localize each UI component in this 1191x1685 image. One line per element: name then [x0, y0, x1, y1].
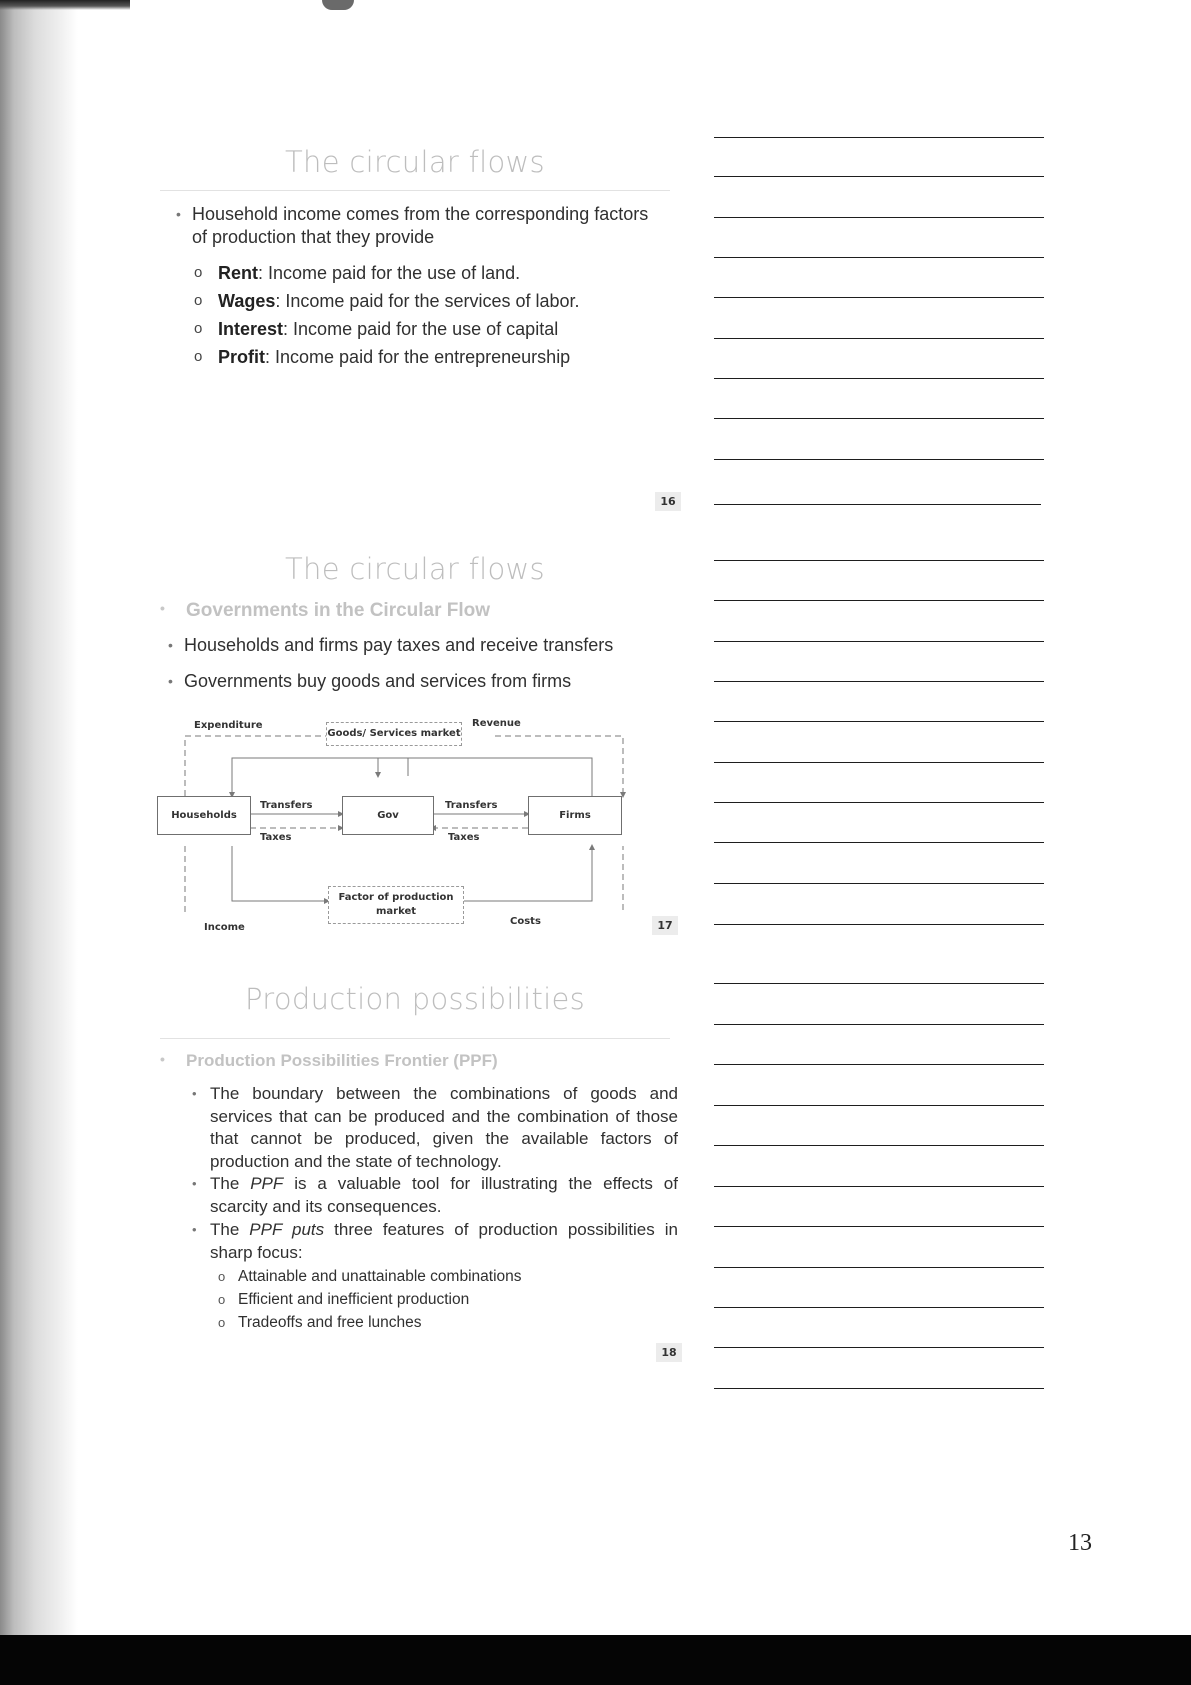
- label-expenditure: Expenditure: [194, 720, 263, 731]
- note-line: [714, 1105, 1044, 1106]
- slide-title: The circular flows: [285, 145, 545, 179]
- note-line: [714, 504, 1041, 505]
- note-line: [714, 1186, 1044, 1187]
- note-line: [714, 176, 1044, 177]
- section-heading: [160, 1051, 498, 1071]
- factor-market-box: Factor of production market: [328, 886, 464, 924]
- subitem-text: Attainable and unattainable combinations: [238, 1268, 522, 1285]
- note-line: [714, 641, 1044, 642]
- separator: :: [275, 291, 281, 311]
- bullet-dot-icon: •: [176, 206, 181, 222]
- slide-number: 17: [652, 916, 678, 935]
- bullet-text: Governments buy goods and services from firms: [184, 671, 572, 691]
- term: Interest: [218, 319, 284, 339]
- note-line: [714, 721, 1044, 722]
- circle-bullet-icon: o: [194, 264, 203, 281]
- scan-blot: [322, 0, 354, 10]
- bullet-dot-icon: •: [168, 673, 173, 689]
- bullet-dot-icon: •: [168, 637, 173, 653]
- page-number: 13: [1068, 1530, 1092, 1556]
- note-line: [714, 762, 1044, 763]
- definition: Income paid for the entrepreneurship: [270, 347, 571, 367]
- label-taxes-left: Taxes: [260, 832, 292, 843]
- list-item-profit: [194, 345, 668, 369]
- scan-shadow-left: [0, 0, 78, 1635]
- definition: Income paid for the services of labor.: [280, 291, 580, 311]
- list-item-interest: [194, 317, 668, 341]
- bullet-text: Household income comes from the corresponding factors of production that they provide: [192, 204, 649, 247]
- slide-bullet: [168, 634, 684, 657]
- separator: :: [258, 263, 264, 283]
- scan-shadow-top: [0, 0, 130, 10]
- circle-bullet-icon: o: [194, 348, 203, 365]
- list-item-wages: [194, 289, 668, 313]
- term: Profit: [218, 347, 265, 367]
- note-line: [714, 217, 1044, 218]
- note-line: [714, 600, 1044, 601]
- note-line: [714, 802, 1044, 803]
- bullet-dot-icon: •: [192, 1086, 197, 1101]
- label-transfers-right: Transfers: [445, 800, 498, 811]
- emphasis: PPF puts: [249, 1220, 325, 1239]
- note-line: [714, 1064, 1044, 1065]
- bullet-dot-icon: •: [192, 1222, 197, 1237]
- term: Rent: [218, 263, 258, 283]
- title-divider: [160, 1038, 670, 1039]
- bullet-text: The: [210, 1174, 251, 1193]
- bullet-text: The: [210, 1220, 250, 1239]
- subitem-text: Tradeoffs and free lunches: [238, 1314, 422, 1331]
- bullet-dot-icon: •: [160, 1051, 165, 1067]
- scan-shadow-bottom: [0, 1635, 1191, 1685]
- bullet-dot-icon: •: [160, 600, 165, 616]
- section-heading: [160, 600, 491, 622]
- firms-box: Firms: [528, 796, 622, 835]
- subitem-text: Efficient and inefficient production: [238, 1291, 470, 1308]
- ppf-subitem: [218, 1266, 658, 1289]
- slide-18: [150, 980, 680, 1360]
- note-line: [714, 1024, 1044, 1025]
- definition: Income paid for the use of capital: [288, 319, 559, 339]
- households-box: Households: [157, 796, 251, 835]
- slide-number: 18: [656, 1343, 682, 1362]
- label-transfers-left: Transfers: [260, 800, 313, 811]
- bullet-text: Households and firms pay taxes and receive transfers: [184, 635, 614, 655]
- bullet-text-end: three features of production possibilities in sharp focus:: [210, 1220, 678, 1262]
- note-line: [714, 338, 1044, 339]
- ppf-subitem: [218, 1312, 658, 1335]
- goods-services-market-box: Goods/ Services market: [326, 722, 462, 746]
- note-line: [714, 297, 1044, 298]
- emphasis: PPF: [250, 1174, 284, 1193]
- slide-16: [150, 140, 680, 520]
- note-line: [714, 1307, 1044, 1308]
- title-divider: [160, 190, 670, 191]
- label-income: Income: [204, 922, 245, 933]
- list-item-rent: [194, 261, 668, 285]
- term: Wages: [218, 291, 276, 311]
- circle-bullet-icon: o: [218, 1292, 226, 1307]
- note-lines: [714, 0, 1044, 1400]
- circle-bullet-icon: o: [194, 292, 203, 309]
- note-line: [714, 1267, 1044, 1268]
- note-line: [714, 1347, 1044, 1348]
- heading-text: Governments in the Circular Flow: [186, 600, 491, 621]
- slide-number: 16: [655, 492, 681, 511]
- note-line: [714, 983, 1044, 984]
- slide-17: [150, 548, 680, 938]
- note-line: [714, 924, 1044, 925]
- note-line: [714, 560, 1044, 561]
- bullet-dot-icon: •: [192, 1176, 197, 1191]
- note-line: [714, 842, 1044, 843]
- note-line: [714, 378, 1044, 379]
- separator: :: [283, 319, 289, 339]
- bullet-text-end: is a valuable tool for illustrating the effects of scarcity and its consequences.: [210, 1174, 678, 1216]
- label-revenue: Revenue: [472, 718, 521, 729]
- slide-title: Production possibilities: [244, 982, 586, 1016]
- gov-box: Gov: [342, 796, 434, 835]
- heading-text: Production Possibilities Frontier (PPF): [186, 1051, 498, 1070]
- slide-bullet: [168, 670, 684, 693]
- label-taxes-right: Taxes: [448, 832, 480, 843]
- slide-title: The circular flows: [285, 552, 545, 586]
- note-line: [714, 459, 1044, 460]
- ppf-bullet-1: [192, 1083, 678, 1173]
- note-line: [714, 418, 1044, 419]
- circle-bullet-icon: o: [218, 1315, 226, 1330]
- note-line: [714, 681, 1044, 682]
- circle-bullet-icon: o: [218, 1269, 226, 1284]
- note-line: [714, 883, 1044, 884]
- ppf-bullet-2: [192, 1173, 678, 1218]
- ppf-bullet-3: [192, 1219, 678, 1264]
- note-line: [714, 1226, 1044, 1227]
- note-line: [714, 257, 1044, 258]
- ppf-subitem: [218, 1289, 658, 1312]
- definition: Income paid for the use of land.: [263, 263, 521, 283]
- note-line: [714, 1388, 1044, 1389]
- circle-bullet-icon: o: [194, 320, 203, 337]
- bullet-text: The boundary between the combinations of goods and services that can be produced and the combination of those that cannot be produced, given the available factors of production and the state of technology.: [210, 1084, 678, 1171]
- note-line: [714, 137, 1044, 138]
- slide-bullet: [176, 203, 662, 249]
- label-costs: Costs: [510, 916, 541, 927]
- separator: :: [265, 347, 271, 367]
- note-line: [714, 1145, 1044, 1146]
